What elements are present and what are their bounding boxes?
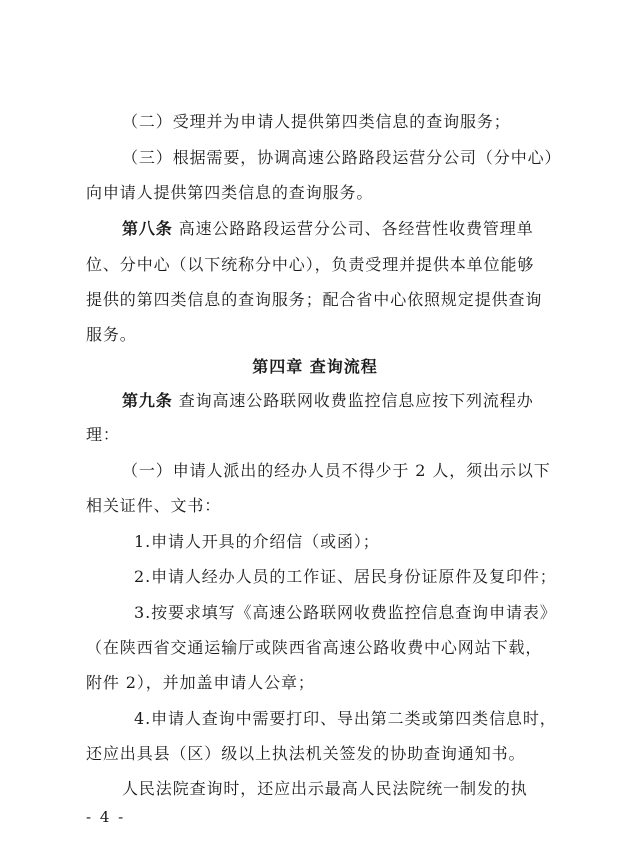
item-1-cont: 相关证件、文书： (86, 496, 222, 515)
court-paragraph: 人民法院查询时，还应出示最高人民法院统一制发的执 (122, 779, 528, 798)
clause-3: （三）根据需要，协调高速公路路段运营分公司（分中心） (122, 148, 562, 167)
sub-item-3-cont-2: 附件 2），并加盖申请人公章； (86, 673, 315, 692)
clause-3-cont: 向申请人提供第四类信息的查询服务。 (86, 183, 374, 202)
article-8-label: 第八条 (122, 219, 173, 238)
sub-item-3-cont: （在陕西省交通运输厅或陕西省高速公路收费中心网站下载， (86, 638, 543, 657)
sub-item-4: 4.申请人查询中需要打印、导出第二类或第四类信息时， (134, 709, 557, 728)
article-9-label: 第九条 (122, 391, 173, 410)
article-8: 第八条 高速公路路段运营分公司、各经营性收费管理单 (122, 219, 534, 238)
clause-2: （二）受理并为申请人提供第四类信息的查询服务； (122, 112, 511, 131)
article-8-line-4: 服务。 (86, 325, 137, 344)
sub-item-1: 1.申请人开具的介绍信（或函）； (134, 532, 380, 551)
article-9: 第九条 查询高速公路联网收费监控信息应按下列流程办 (122, 391, 534, 410)
article-9-line-2: 理： (86, 425, 120, 444)
sub-item-2: 2.申请人经办人员的工作证、居民身份证原件及复印件； (134, 567, 557, 586)
article-8-line-2: 位、分中心（以下统称分中心），负责受理并提供本单位能够 (86, 255, 535, 274)
chapter-heading: 第四章 查询流程 (252, 357, 378, 376)
page-number: - 4 - (86, 808, 126, 826)
sub-item-4-cont: 还应出具县（区）级以上执法机关签发的协助查询通知书。 (86, 744, 526, 763)
sub-item-3: 3.按要求填写《高速公路联网收费监控信息查询申请表》 (134, 603, 557, 622)
article-8-line-3: 提供的第四类信息的查询服务；配合省中心依照规定提供查询 (86, 290, 543, 309)
item-1: （一）申请人派出的经办人员不得少于 2 人，须出示以下 (122, 461, 551, 480)
